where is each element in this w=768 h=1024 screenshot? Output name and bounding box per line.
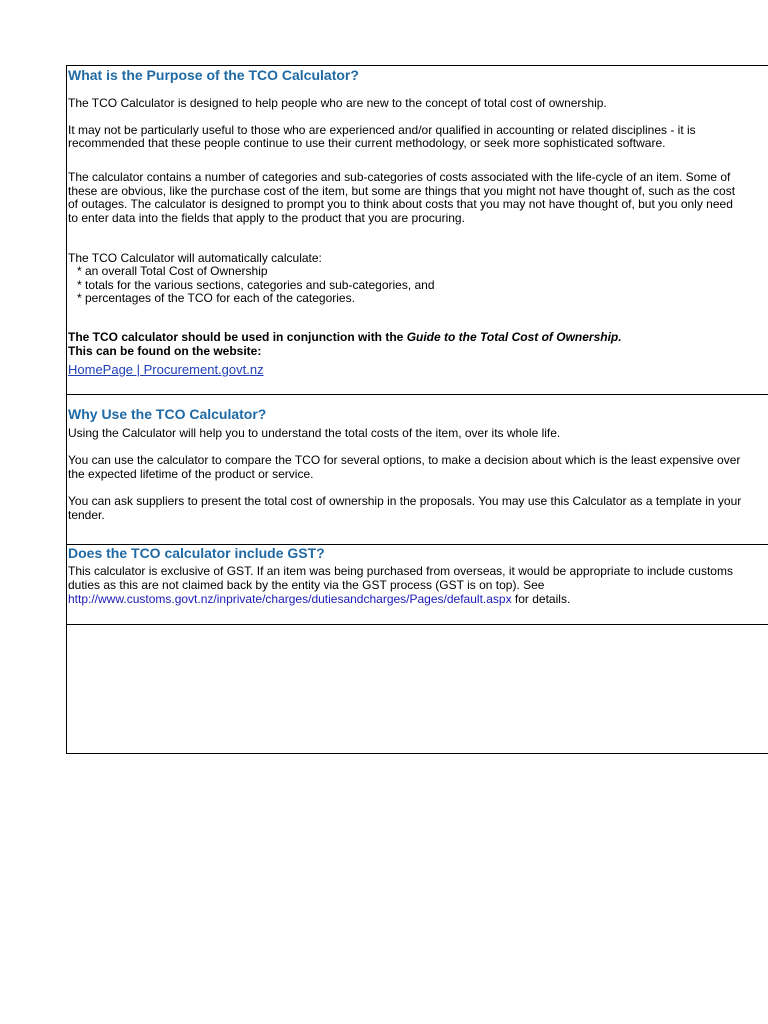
spreadsheet-frame [66, 65, 768, 754]
customs-url-link[interactable]: http://www.customs.govt.nz/inprivate/charges/dutiesandcharges/Pages/default.aspx [68, 592, 512, 606]
auto-calc-bullet: * percentages of the TCO for each of the categories. [77, 291, 355, 305]
gst-url-suffix: for details. [511, 592, 571, 606]
section-divider [67, 624, 768, 625]
purpose-paragraph-3-line-3: of outages. The calculator is designed to prompt you to think about costs that you may not have thought of, but you only need [68, 197, 733, 211]
homepage-link[interactable]: HomePage | Procurement.govt.nz [68, 362, 264, 377]
why-paragraph-1: Using the Calculator will help you to understand the total costs of the item, over its whole life. [68, 426, 561, 440]
guide-title: Guide to the Total Cost of Ownership. [406, 330, 622, 344]
gst-line-2: duties as this are not claimed back by the entity via the GST process (GST is on top). See [68, 578, 545, 592]
gst-line-3 [68, 592, 570, 606]
gst-heading: Does the TCO calculator include GST? [68, 545, 325, 561]
section-divider [67, 394, 768, 395]
purpose-paragraph-3-line-1: The calculator contains a number of categories and sub-categories of costs associated with the life-cycle of an item. Some of [68, 170, 731, 184]
purpose-paragraph-2-line-2: recommended that these people continue to use their current methodology, or seek more sophisticated software. [68, 136, 666, 150]
gst-line-1: This calculator is exclusive of GST. If an item was being purchased from overseas, it would be appropriate to include customs [68, 564, 733, 578]
why-heading: Why Use the TCO Calculator? [68, 406, 267, 422]
why-paragraph-2-line-1: You can use the calculator to compare the TCO for several options, to make a decision about which is the least expensive over [68, 453, 741, 467]
why-paragraph-3-line-1: You can ask suppliers to present the total cost of ownership in the proposals. You may use this Calculator as a template in your [68, 494, 742, 508]
auto-calc-intro: The TCO Calculator will automatically calculate: [68, 251, 322, 265]
guide-reference-line [68, 330, 622, 344]
auto-calc-bullet: * an overall Total Cost of Ownership [77, 264, 268, 278]
purpose-paragraph-3-line-2: these are obvious, like the purchase cost of the item, but some are things that you might not have thought of, such as the cost [68, 184, 736, 198]
guide-prefix: The TCO calculator should be used in conjunction with the [68, 330, 407, 344]
why-paragraph-3-line-2: tender. [68, 508, 105, 522]
purpose-heading: What is the Purpose of the TCO Calculator? [68, 67, 359, 83]
auto-calc-bullet: * totals for the various sections, categories and sub-categories, and [77, 278, 435, 292]
why-paragraph-2-line-2: the expected lifetime of the product or service. [68, 467, 314, 481]
purpose-paragraph-2-line-1: It may not be particularly useful to those who are experienced and/or qualified in accounting or related disciplines - it is [68, 123, 696, 137]
purpose-paragraph-3-line-4: to enter data into the fields that apply to the product that you are procuring. [68, 211, 465, 225]
purpose-paragraph-1: The TCO Calculator is designed to help people who are new to the concept of total cost of ownership. [68, 96, 607, 110]
guide-website-line: This can be found on the website: [68, 344, 262, 358]
